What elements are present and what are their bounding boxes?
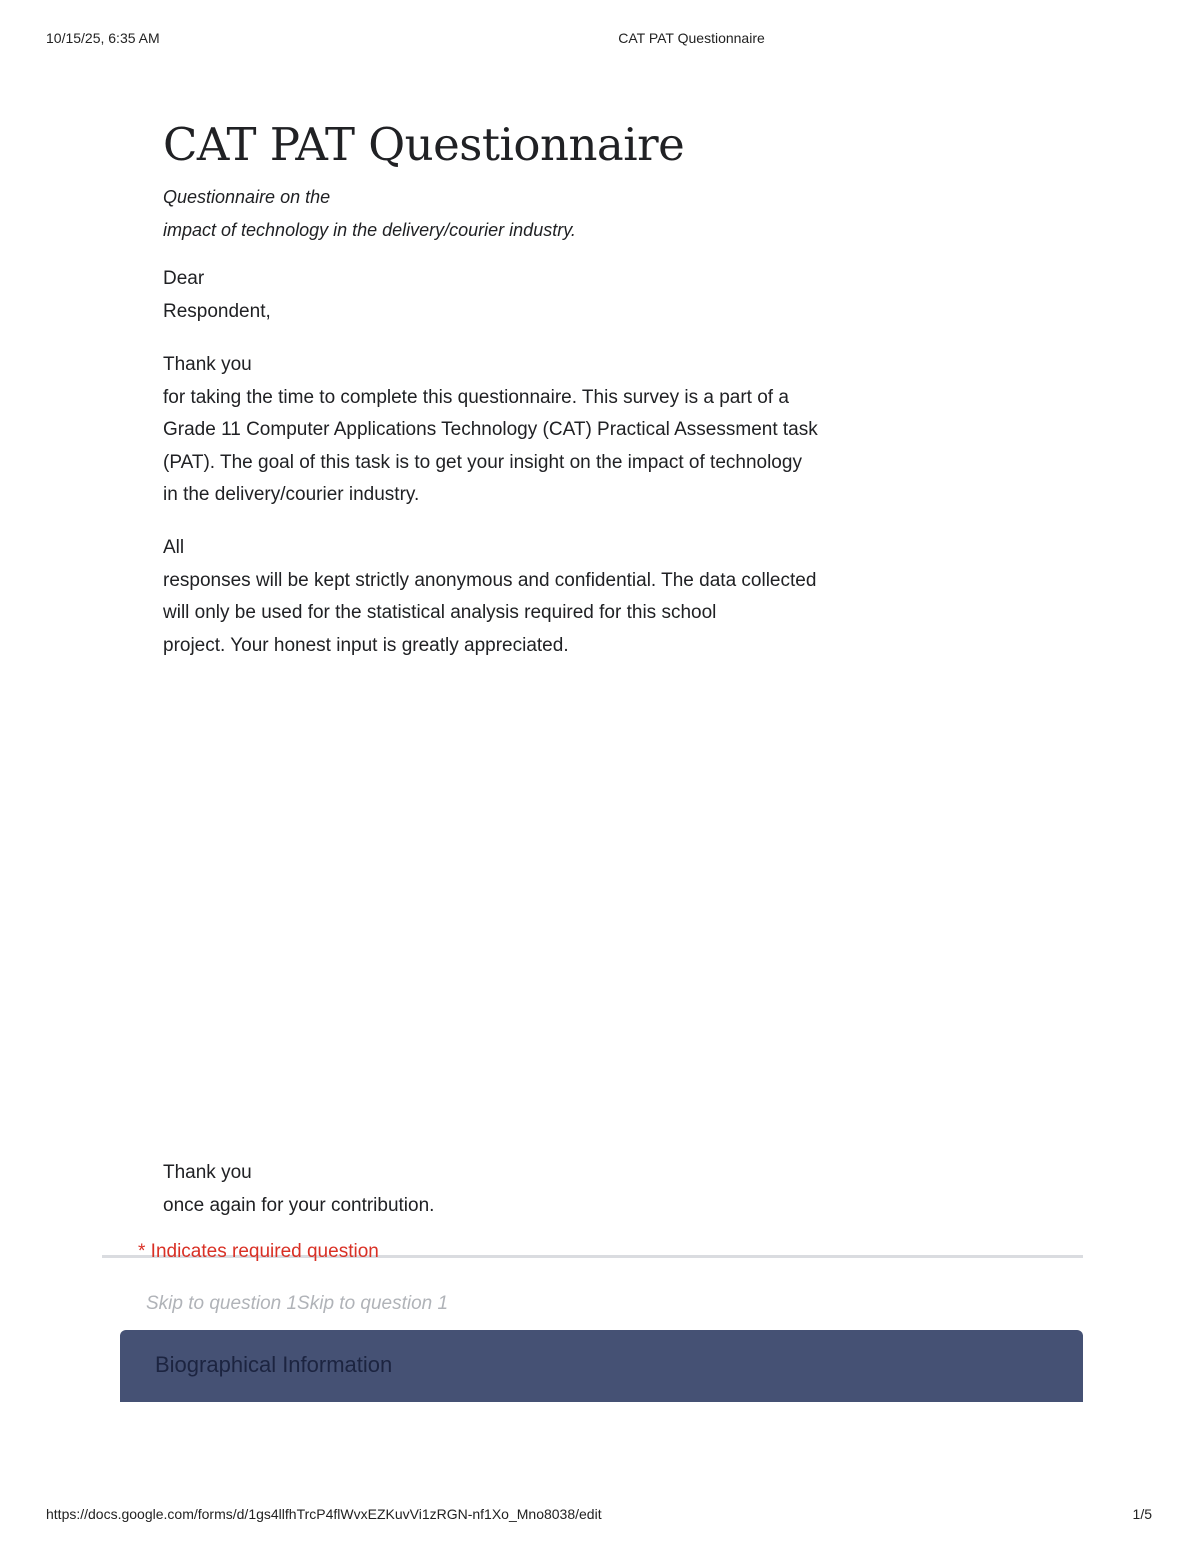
print-footer [0, 1506, 1200, 1526]
print-datetime: 10/15/25, 6:35 AM [46, 30, 160, 46]
greeting-line: Respondent, [163, 300, 271, 322]
required-question-note: * Indicates required question [138, 1241, 379, 1262]
privacy-line: will only be used for the statistical analysis required for this school [163, 602, 717, 623]
subtitle-line: impact of technology in the delivery/courier industry. [163, 220, 576, 240]
intro-line: for taking the time to complete this questionnaire. This survey is a part of a [163, 386, 789, 408]
intro-paragraph [163, 349, 923, 512]
print-page-title: CAT PAT Questionnaire [618, 30, 765, 46]
form-title: CAT PAT Questionnaire [163, 118, 685, 171]
intro-line: Grade 11 Computer Applications Technology (CAT) Practical Assessment task [163, 419, 818, 440]
closing-paragraph [163, 1157, 923, 1222]
intro-line: Thank you [163, 354, 252, 375]
greeting-paragraph [163, 263, 923, 328]
print-page-number: 1/5 [1132, 1506, 1152, 1522]
section-header [120, 1330, 1083, 1402]
intro-line: in the delivery/courier industry. [163, 484, 420, 505]
print-header [0, 30, 1200, 50]
privacy-line: responses will be kept strictly anonymous and confidential. The data collected [163, 569, 817, 591]
closing-line: once again for your contribution. [163, 1194, 435, 1216]
privacy-line: All [163, 537, 185, 558]
privacy-paragraph [163, 532, 923, 662]
intro-line: (PAT). The goal of this task is to get your insight on the impact of technology [163, 451, 802, 473]
skip-to-question-link[interactable]: Skip to question 1Skip to question 1 [146, 1293, 449, 1314]
form-subtitle [163, 181, 576, 247]
closing-line: Thank you [163, 1162, 252, 1183]
greeting-line: Dear [163, 268, 205, 289]
print-url: https://docs.google.com/forms/d/1gs4llfhTrcP4flWvxEZKuvVi1zRGN-nf1Xo_Mno8038/edit [46, 1506, 602, 1522]
subtitle-line: Questionnaire on the [163, 187, 331, 207]
privacy-line: project. Your honest input is greatly appreciated. [163, 634, 569, 656]
section-title: Biographical Information [155, 1352, 393, 1377]
